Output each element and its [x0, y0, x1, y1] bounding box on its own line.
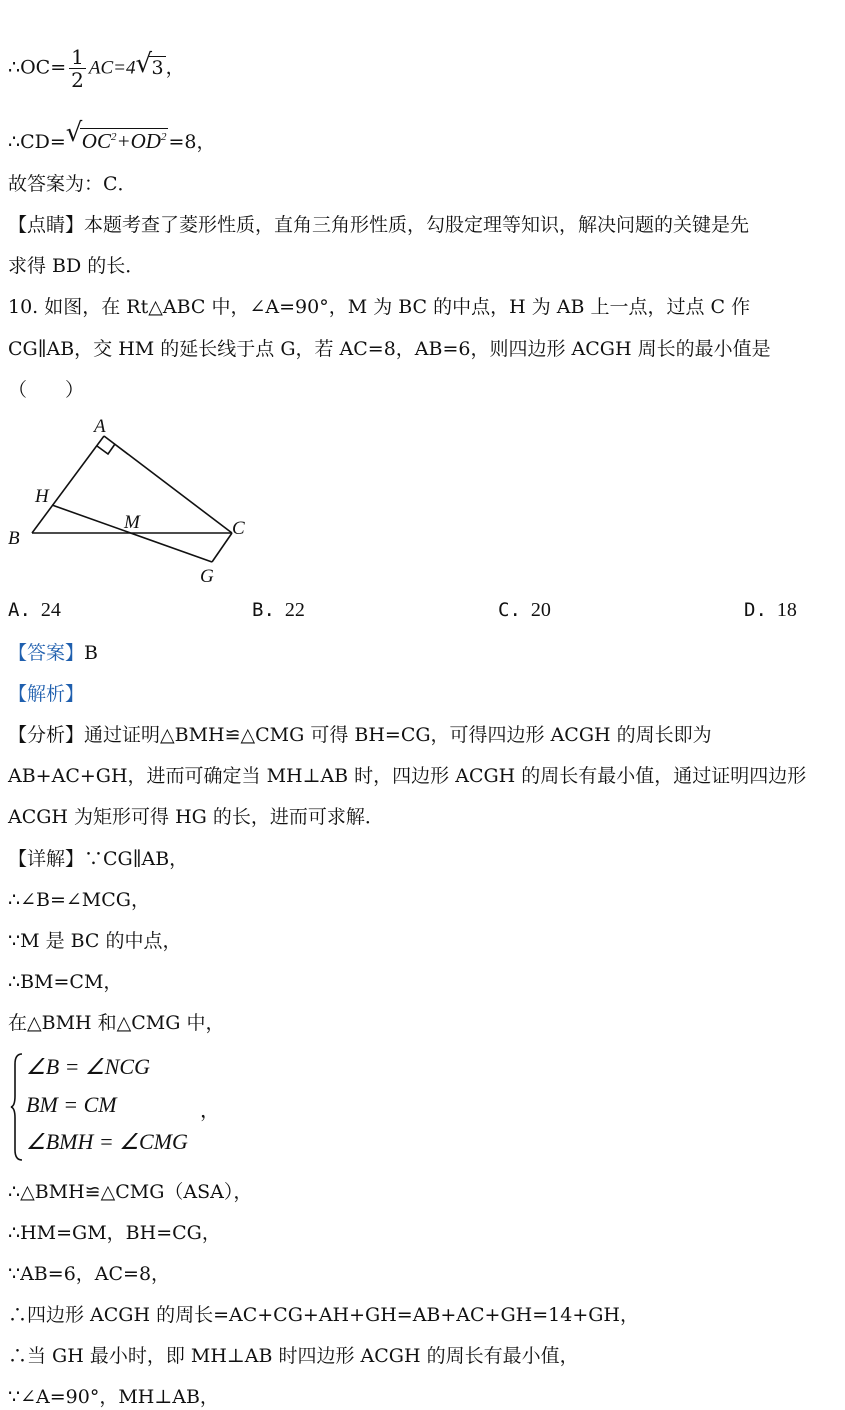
answer-row	[8, 640, 98, 666]
segment-cg	[212, 533, 232, 562]
step-2: ∵M 是 BC 的中点，	[8, 930, 182, 952]
analysis-line-3: ACGH 为矩形可得 HG 的长，进而可求解．	[8, 806, 384, 828]
label-b: B	[8, 528, 20, 549]
left-brace	[10, 1052, 24, 1162]
detail-line: 【详解】∵CG∥AB，	[8, 848, 189, 870]
choice-b: B. 22	[252, 599, 305, 621]
triangle-figure	[0, 410, 260, 590]
right-angle-mark	[97, 444, 115, 454]
analysis-line-2: AB+AC+GH，进而可确定当 MH⊥AB 时，四边形 ACGH 的周长有最小值，通过证明四边形	[8, 765, 807, 787]
system-eq-1: ∠B = ∠NCG	[26, 1054, 150, 1079]
question-10-line-2: CG∥AB，交 HM 的延长线于点 G，若 AC=8，AB=6，则四边形 ACGH 周长的最小值是	[8, 338, 771, 360]
step-3: ∴BM=CM，	[8, 971, 123, 993]
line-oc: ∴OC= $\frac{1}{2}$ AC=4 √ 3 ，	[8, 45, 185, 92]
fraction-half: $\frac{1}{2}$	[71, 45, 84, 92]
question-10-bracket: （ ）	[8, 379, 85, 401]
line-cd: ∴CD= √ $OC^2+OD^2 =8$，	[8, 118, 216, 153]
step-8: ∴四边形 ACGH 的周长=AC+CG+AH+GH=AB+AC+GH=14+GH，	[8, 1304, 639, 1326]
insight-line-2: 求得 BD 的长．	[8, 255, 145, 277]
choice-a: A. 24	[8, 599, 61, 621]
label-g: G	[200, 566, 214, 587]
answer-value: B	[84, 642, 98, 664]
analysis-label: 【解析】	[8, 683, 85, 705]
step-5: ∴△BMH≌△CMG（ASA），	[8, 1181, 253, 1203]
insight-line-1: 【点睛】本题考查了菱形性质，直角三角形性质，勾股定理等知识，解决问题的关键是先	[8, 214, 750, 236]
oc-mid: AC=4	[88, 57, 136, 79]
label-a: A	[94, 416, 106, 437]
step-4: 在△BMH 和△CMG 中，	[8, 1012, 225, 1034]
question-10-line-1: 10. 如图，在 Rt△ABC 中，∠A=90°，M 为 BC 的中点，H 为 AB 上一点，过点 C 作	[8, 296, 751, 318]
label-c: C	[232, 518, 245, 539]
step-7: ∵AB=6，AC=8，	[8, 1263, 171, 1285]
analysis-line-1: 【分析】通过证明△BMH≌△CMG 可得 BH=CG，可得四边形 ACGH 的周长即为	[8, 724, 712, 746]
step-1: ∴∠B=∠MCG，	[8, 889, 150, 911]
label-h: H	[35, 486, 49, 507]
system-eq-3: ∠BMH = ∠CMG	[26, 1129, 188, 1154]
label-m: M	[124, 512, 140, 533]
system-eq-2: BM = CM	[26, 1092, 117, 1117]
choice-c: C. 20	[498, 599, 551, 621]
system-comma: ，	[200, 1098, 220, 1122]
answer-statement: 故答案为：C．	[8, 173, 137, 195]
step-9: ∴当 GH 最小时，即 MH⊥AB 时四边形 ACGH 的周长有最小值，	[8, 1345, 579, 1367]
step-6: ∴HM=GM，BH=CG，	[8, 1222, 221, 1244]
oc-prefix: ∴OC=	[8, 56, 67, 79]
equation-system	[10, 1052, 240, 1162]
step-10: ∵∠A=90°，MH⊥AB，	[8, 1386, 219, 1408]
segment-ab	[32, 436, 104, 533]
cd-prefix: ∴CD=	[8, 131, 66, 153]
answer-label: 【答案】	[8, 642, 85, 664]
sqrt-pythag: √ $OC^2+OD^2$	[65, 118, 167, 153]
choice-d: D. 18	[744, 599, 797, 621]
sqrt-three: √ 3	[135, 48, 164, 79]
